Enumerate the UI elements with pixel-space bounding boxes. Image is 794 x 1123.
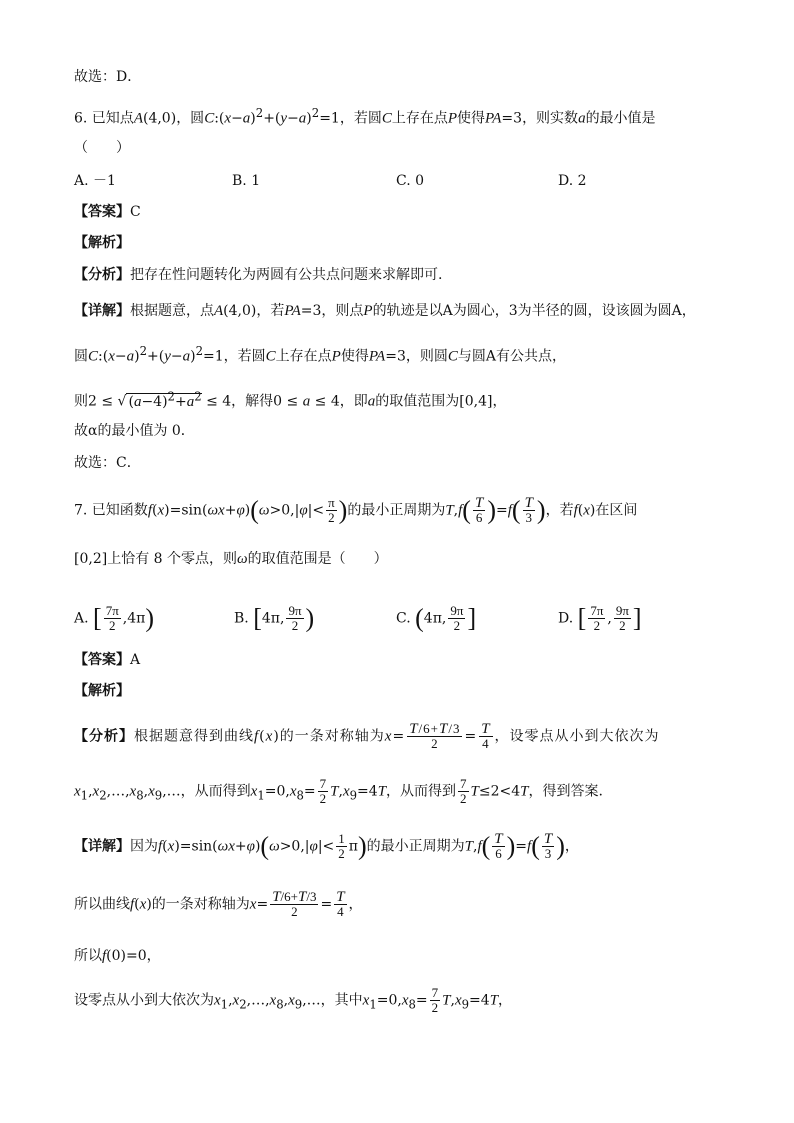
q7-stem: 7. 已知函数f(x)=sin(ωx+φ)(ω>0,|φ|< $\frac{\pi}{2}$ )的最小正周期为T,f( $\frac{T}{6}$ )=f( $\frac{T}{3}$ )，若f(x)在区间	[74, 495, 638, 525]
body-text: ，若圆	[223, 348, 266, 365]
fenxi-tag: 【分析】	[74, 728, 134, 745]
q7-xiangjie-3: 所以f(0)=0，	[74, 948, 161, 964]
q6-xiangjie-2: 圆$C:(x-a)^2+(y-a)^2=1$，若圆C上存在点P使得PA=3，则圆C与圆A有公共点，	[74, 344, 567, 365]
q6-answer	[74, 201, 754, 223]
conclusion-text: 故选：C．	[74, 455, 141, 471]
fenxi-text: 把存在性问题转化为两圆有公共点问题来求解即可.	[130, 267, 443, 283]
body-text: ，解得	[231, 393, 274, 410]
xiangjie-tag: 【详解】	[74, 303, 130, 319]
body-text: 根据题意，点	[130, 303, 214, 319]
body-text: ，	[146, 948, 161, 964]
body-text: 根据题意得到曲线	[134, 728, 254, 745]
q7-xiangjie-4: 设零点从小到大依次为$x_1,x_2,\dots,x_8,x_9,\dots$，其中$x_1=0,x_8=$ $\frac{7}{2}$ $T,x_9=4T$，	[74, 985, 513, 1015]
body-text: ，即	[339, 393, 368, 410]
body-text: 的一条对称轴为	[151, 896, 250, 913]
q6-stem: 6. 已知点A(4,0)，圆$C:(x-a)^2+(y-a)^2=1$，若圆C上存在点P使得PA=3，则实数a的最小值是	[74, 106, 656, 127]
body-text: ，	[498, 992, 513, 1009]
q6-xiangjie-3: 则2 ≤ √ $(a-4)^2+a^2 \le 4$，解得0 ≤ a ≤ 4，即a的取值范围为[0,4]，	[74, 389, 507, 410]
body-text: 故α的最小值为 0．	[74, 423, 195, 439]
body-text: ，则点	[321, 303, 364, 319]
q7-xiangjie-2: 所以曲线f(x)的一条对称轴为x= $\frac{T/6+T/3}{2}$ = $\frac{T}{4}$ ，	[74, 889, 363, 919]
body-text: 所以	[74, 948, 102, 964]
body-text: ，	[492, 393, 507, 410]
stem-text: ，若	[545, 502, 574, 519]
analysis-tag: 【解析】	[74, 683, 130, 699]
body-text: ，设零点从小到大依次为	[494, 728, 660, 745]
body-text: ，则圆	[405, 348, 448, 365]
stem-text: ，圆	[176, 110, 205, 127]
body-text: 所以曲线	[74, 896, 130, 913]
body-text: 则	[74, 393, 88, 410]
q7-stem-2: [0,2]上恰有 8 个零点，则ω的取值范围是（ ）	[74, 551, 388, 567]
q6-analysis-tag	[74, 232, 754, 254]
option-c: C. 0	[396, 173, 425, 189]
xiangjie-tag: 【详解】	[74, 838, 130, 855]
q7-xiangjie-1: 【详解】因为f(x)=sin(ωx+φ)(ω>0,|φ|< $\frac{1}{2}$ π)的最小正周期为T,f( $\frac{T}{6}$ )=f( $\frac{T}{3}$ )，	[74, 831, 579, 861]
body-text: 的一条对称轴为	[279, 728, 385, 745]
answer-value: A	[130, 652, 141, 668]
body-text: 的轨迹是以A为圆心，3为半径的圆，设该圆为圆A，	[372, 303, 696, 319]
stem-text: 使得	[457, 110, 486, 127]
stem-text: 上存在点	[391, 110, 448, 127]
q6-fenxi	[74, 264, 754, 286]
answer-tag: 【答案】	[74, 204, 130, 220]
q7-fenxi-2: $x_1,x_2,\dots,x_8,x_9,\dots$，从而得到$x_1=0,x_8=$ $\frac{7}{2}$ $T,x_9=4T$，从而得到 $\frac{7}{2}$ T≤2<4T，得到答案.	[74, 776, 603, 806]
q7-answer	[74, 649, 754, 671]
body-text: 的取值范围为	[375, 393, 460, 410]
stem-text: 的取值范围是（ ）	[247, 551, 388, 567]
q6-end	[74, 452, 754, 474]
body-text: 与圆A有公共点，	[457, 348, 567, 365]
stem-text: 在区间	[595, 502, 638, 519]
q6-options	[74, 170, 754, 192]
q5-end	[74, 66, 754, 88]
body-text: ，从而得到	[386, 783, 457, 800]
stem-text: ，若圆	[339, 110, 382, 127]
stem-text: 7. 已知函数	[74, 502, 148, 519]
option-d: D. [ $\frac{7\pi}{2}$ , $\frac{9\pi}{2}$ ]	[558, 603, 642, 633]
body-text: 的最小正周期为	[366, 838, 465, 855]
body-text: 上存在点	[275, 348, 332, 365]
stem-text: 6. 已知点	[74, 110, 134, 127]
body-text: 使得	[340, 348, 369, 365]
option-a: A. [ $\frac{7\pi}{2}$ ,4π)	[74, 603, 154, 633]
body-text: ，	[348, 896, 363, 913]
q6-xiangjie-1: 【详解】根据题意，点A(4,0)，若PA=3，则点P的轨迹是以A为圆心，3为半径的圆，设该圆为圆A，	[74, 303, 696, 319]
stem-text: 的最小正周期为	[347, 502, 446, 519]
option-b: B. [4π, $\frac{9\pi}{2}$ )	[234, 603, 315, 633]
q7-analysis-tag	[74, 680, 754, 702]
stem-text: 上恰有 8 个零点，则	[107, 551, 238, 567]
body-text: 圆	[74, 348, 88, 365]
body-text: 设零点从小到大依次为	[74, 992, 214, 1009]
stem-text: ，则实数	[522, 110, 579, 127]
body-text: ，得到答案.	[528, 783, 603, 800]
q7-fenxi-1: 【分析】根据题意得到曲线f(x)的一条对称轴为x= $\frac{T/6+T/3}{2}$ = $\frac{T}{4}$ ，设零点从小到大依次为	[74, 721, 660, 751]
body-text: ，其中	[320, 992, 363, 1009]
body-text: ，若	[256, 303, 285, 319]
q6-xiangjie-4	[74, 420, 754, 442]
option-d: D. 2	[558, 173, 587, 189]
answer-paren: （ ）	[74, 140, 130, 156]
fenxi-tag: 【分析】	[74, 267, 130, 283]
body-text: 因为	[130, 838, 158, 855]
q6-paren	[74, 137, 754, 159]
body-text: ，	[564, 838, 579, 855]
option-c: C. (4π, $\frac{9\pi}{2}$ ]	[396, 603, 477, 633]
answer-value: C	[130, 204, 141, 220]
option-a: A. －1	[74, 173, 116, 189]
math-point-a: A	[133, 110, 143, 127]
answer-tag: 【答案】	[74, 652, 130, 668]
option-b: B. 1	[232, 173, 261, 189]
body-text: ，从而得到	[180, 783, 251, 800]
math-circle: C	[204, 110, 215, 127]
analysis-tag: 【解析】	[74, 235, 130, 251]
stem-text: 的最小值是	[585, 110, 656, 127]
conclusion-text: 故选：D．	[74, 69, 142, 85]
q7-options	[74, 598, 754, 632]
